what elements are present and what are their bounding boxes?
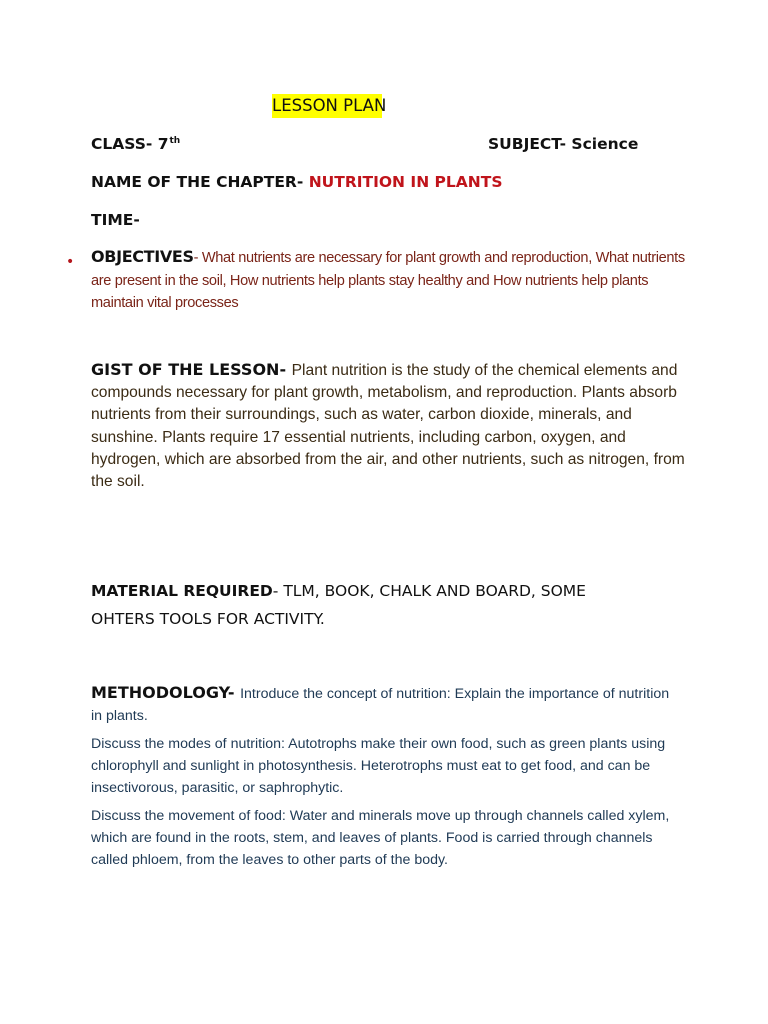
methodology-section [91,682,681,877]
class-superscript: th [169,136,181,146]
chapter-name: NUTRITION IN PLANTS [308,173,503,191]
subject-label: SUBJECT- Science [488,135,639,153]
methodology-paragraph-3: Discuss the movement of food: Water and minerals move up through channels called xylem, which are found in the roots, stem, and leaves of plants. Food is carried through channels called phloem, from the leaves to other parts of the body. [91,808,670,868]
document-title: LESSON PLAN [272,96,387,115]
objectives-text: - What nutrients are necessary for plant growth and reproduction, What nutrients are present in the soil, How nutrients help plants stay healthy and How nutrients help plants maintain vital processes [91,250,685,311]
gist-label: GIST OF THE LESSON- [91,360,292,379]
objectives-label: OBJECTIVES [91,247,194,266]
time-label: TIME- [91,211,140,229]
chapter-heading [91,171,503,193]
material-section [91,577,651,633]
chapter-label: NAME OF THE CHAPTER- [91,173,309,191]
class-label [91,133,180,155]
material-label: MATERIAL REQUIRED [91,582,273,600]
methodology-label: METHODOLOGY- [91,683,241,702]
gist-text: Plant nutrition is the study of the chemical elements and compounds necessary for plant growth, metabolism, and reproduction. Plants absorb nutrients from their surroundings, such as water, carbon dioxide, minerals, and sunshine. Plants require 17 essential nutrients, including carbon, oxygen, and hydrogen, which are absorbed from the air, and other nutrients, such as nitrogen, from the soil. [91,362,685,491]
class-text: CLASS- 7 [91,135,169,153]
methodology-paragraph-2: Discuss the modes of nutrition: Autotrophs make their own food, such as green plants using chlorophyll and sunlight in photosynthesis. Heterotrophs must eat to get food, and can be insectivorous, parasitic, or saphrophytic. [91,736,666,796]
objectives-section [91,246,691,315]
bullet-marker: • [66,254,75,270]
methodology-text-1: Introduce the concept of nutrition: Explain the importance of nutrition in plants. [91,686,670,724]
material-text: - TLM, BOOK, CHALK AND BOARD, SOME OHTERS TOOLS FOR ACTIVITY. [91,582,586,628]
methodology-paragraph-1 [91,682,681,727]
gist-section [91,359,691,493]
